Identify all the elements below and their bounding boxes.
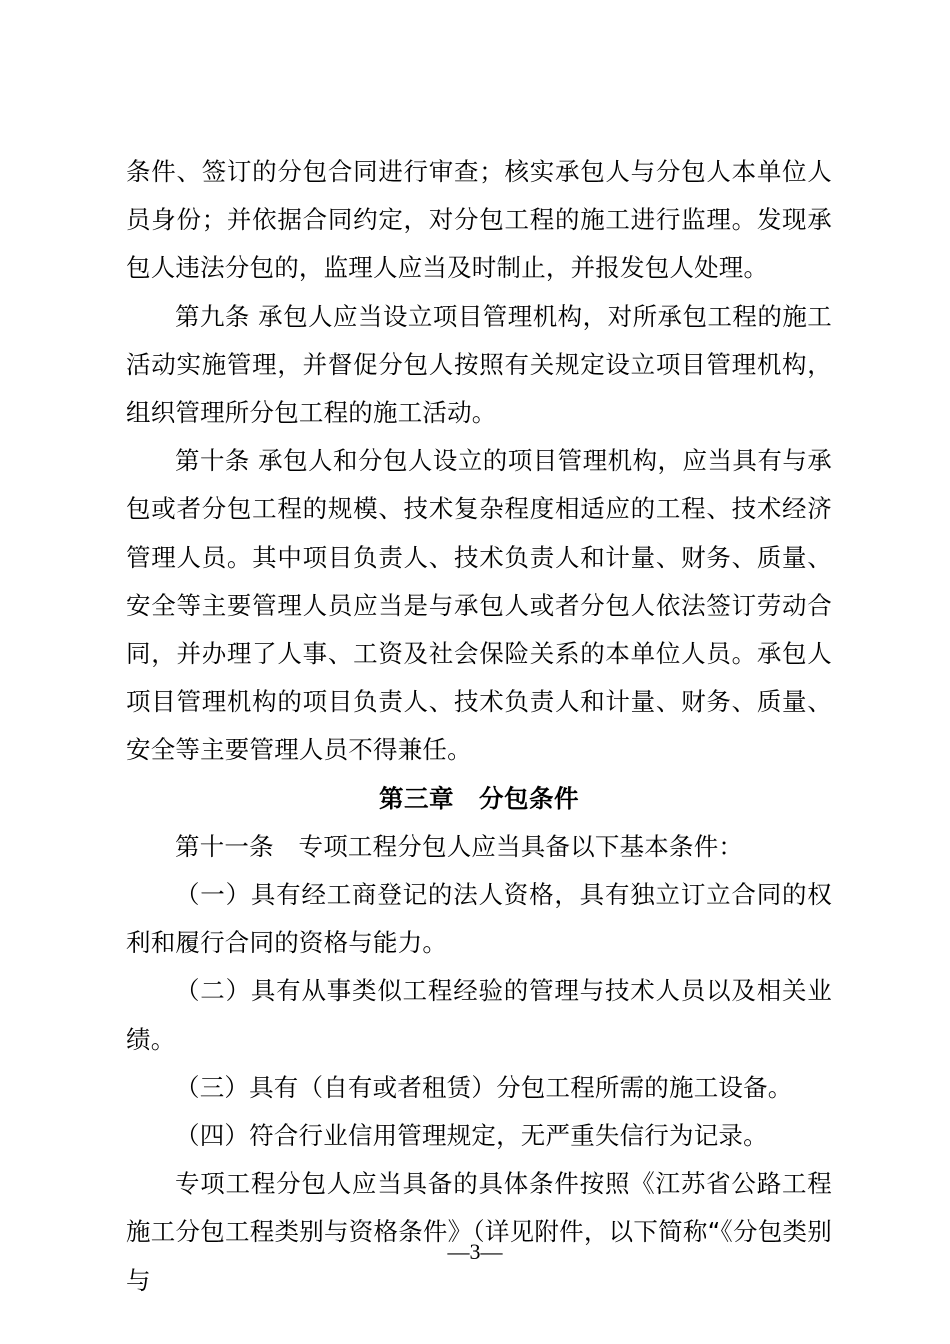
condition-4-paragraph: （四）符合行业信用管理规定，无严重失信行为记录。 (175, 1121, 768, 1151)
condition-2-paragraph: （二）具有从事类似工程经验的管理与技术人员以及相关业绩。 (126, 976, 832, 1054)
document-body (126, 148, 832, 1305)
condition-1-paragraph: （一）具有经工商登记的法人资格，具有独立订立合同的权利和履行合同的资格与能力。 (126, 880, 832, 958)
conditions-reference-paragraph: 专项工程分包人应当具备的具体条件按照《江苏省公路工程施工分包工程类别与资格条件》（详见附件，以下简称“《分包类别与 (126, 1169, 832, 1295)
condition-3-paragraph: （三）具有（自有或者租赁）分包工程所需的施工设备。 (175, 1072, 793, 1102)
article-11-paragraph: 第十一条 专项工程分包人应当具备以下基本条件： (175, 831, 744, 861)
chapter-heading: 第三章 分包条件 (379, 783, 579, 813)
article-9-paragraph: 第九条 承包人应当设立项目管理机构，对所承包工程的施工活动实施管理，并督促分包人按照有关规定设立项目管理机构，组织管理所分包工程的施工活动。 (126, 301, 832, 428)
page-number: —3— (447, 1239, 503, 1264)
article-10-paragraph: 第十条 承包人和分包人设立的项目管理机构，应当具有与承包或者分包工程的规模、技术复杂程度相适应的工程、技术经济管理人员。其中项目负责人、技术负责人和计量、财务、质量、安全等主要管理人员应当是与承包人或者分包人依法签订劳动合同，并办理了人事、工资及社会保险关系的本单位人员。承包人项目管理机构的项目负责人、技术负责人和计量、财务、质量、安全等主要管理人员不得兼任。 (126, 446, 832, 765)
paragraph-continuation: 条件、签订的分包合同进行审查；核实承包人与分包人本单位人员身份；并依据合同约定，对分包工程的施工进行监理。发现承包人违法分包的，监理人应当及时制止，并报发包人处理。 (126, 157, 832, 283)
